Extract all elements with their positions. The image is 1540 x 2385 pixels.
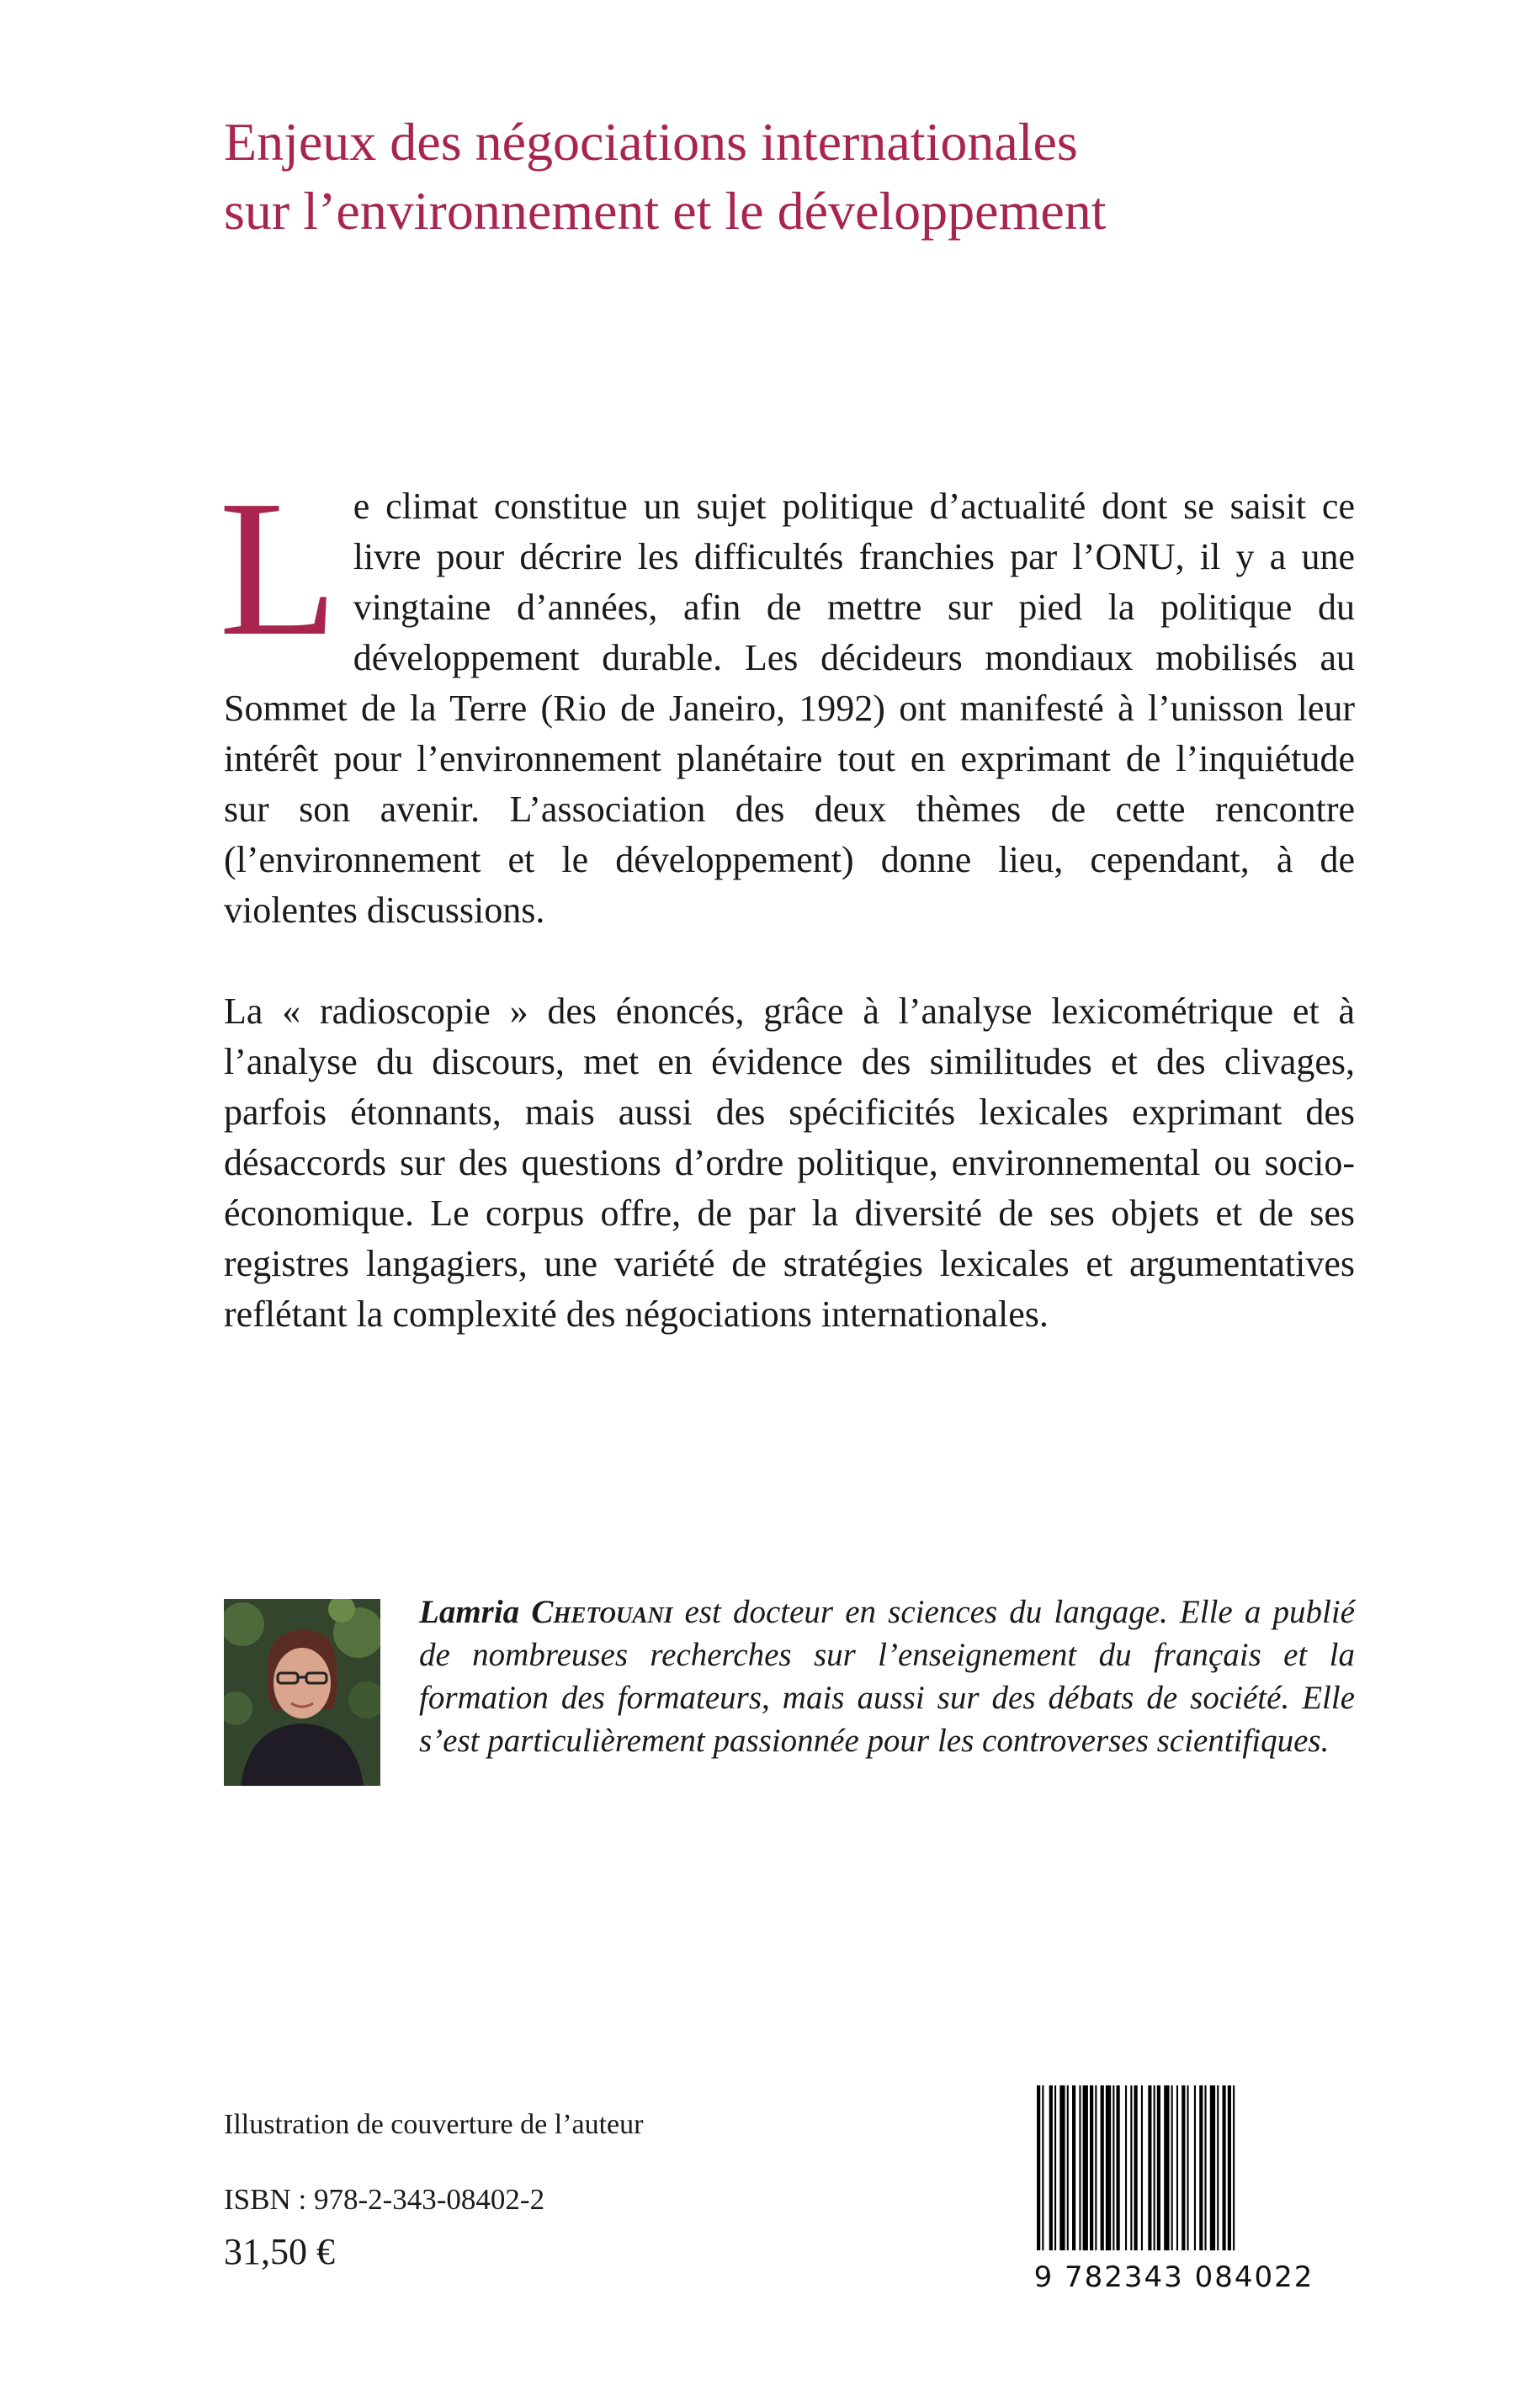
barcode-bar [1083, 2085, 1088, 2250]
barcode-bar [1210, 2085, 1215, 2250]
barcode-bar [1125, 2085, 1127, 2250]
summary-paragraph-1 [219, 460, 1355, 936]
cover-credit: Illustration de couverture de l’auteur [224, 2109, 644, 2140]
title-line-2: sur l’environnement et le développement [224, 181, 1107, 241]
barcode-bar [1217, 2085, 1219, 2250]
author-bio-body: est docteur en sciences du langage. Elle a publié de nombreuses recherches sur l’enseignement du français et la formation des formateurs, mais aussi sur des débats de société. Elle s’est particulièrement passionnée pour les controverses scientifiques. [419, 1594, 1355, 1759]
barcode-bar [1106, 2085, 1111, 2250]
barcode-bar [1072, 2085, 1075, 2250]
barcode-bar [1054, 2085, 1056, 2250]
barcode-bar [1117, 2085, 1120, 2250]
barcode-digits: 9 782343 084022 [1033, 2260, 1314, 2294]
barcode-bar [1223, 2085, 1226, 2250]
book-title [224, 108, 1402, 246]
barcode-bar [1154, 2085, 1155, 2250]
barcode-bar [1067, 2085, 1069, 2250]
barcode-bar [1187, 2085, 1189, 2250]
barcode-bar [1182, 2085, 1185, 2250]
barcode-bar [1164, 2085, 1169, 2250]
barcode-bar [1233, 2085, 1235, 2250]
barcode-bar [1090, 2085, 1093, 2250]
barcode-bar [1157, 2085, 1160, 2250]
barcode-image [1028, 2085, 1320, 2267]
barcode-bar [1199, 2085, 1203, 2250]
barcode-bar [1042, 2085, 1043, 2250]
barcode-bar [1134, 2085, 1138, 2250]
summary-text [219, 460, 1355, 1390]
barcode-bar [1095, 2085, 1097, 2250]
barcode-bar [1141, 2085, 1143, 2250]
title-line-1: Enjeux des négociations internationales [224, 112, 1078, 172]
isbn-label: ISBN : 978-2-343-08402-2 [224, 2183, 545, 2216]
author-last-name: Chetouani [531, 1594, 673, 1630]
author-first-name: Lamria [419, 1594, 520, 1630]
barcode-bar [1130, 2085, 1132, 2250]
barcode-bar [1101, 2085, 1104, 2250]
barcode-bar [1113, 2085, 1114, 2250]
summary-paragraph-2: La « radioscopie » des énoncés, grâce à l’analyse lexicométrique et à l’analyse du discours, met en évidence des similitudes et des clivages, parfois étonnants, mais aussi des spécificités lexicales exprimant des désaccords sur des questions d’ordre politique, environnemental ou socio-économique. Le corpus offre, de par la diversité de ses objets et de ses registres langagiers, une variété de stratégies lexicales et argumentatives reflétant la complexité des négociations internationales. [224, 991, 1355, 1335]
barcode-bar [1037, 2085, 1040, 2250]
barcode-bar [1228, 2085, 1231, 2250]
barcode-bar [1194, 2085, 1196, 2250]
barcode-bar [1148, 2085, 1151, 2250]
author-bio-text [419, 1591, 1355, 1762]
barcode-bar [1049, 2085, 1053, 2250]
barcode-bar [1059, 2085, 1065, 2250]
barcode-bar [1176, 2085, 1178, 2250]
paragraph-1-text: e climat constitue un sujet politique d’actualité dont se saisit ce livre pour décrire les difficultés franchies par l’ONU, il y a une vingtaine d’années, afin de mettre sur pied la politique du développement durable. Les décideurs mondiaux mobilisés au Sommet de la Terre (Rio de Janeiro, 1992) ont manifesté à l’unisson leur intérêt pour l’environnement planétaire tout en exprimant de l’inquiétude sur son avenir. L’association des deux thèmes de cette rencontre (l’environnement et le développement) donne lieu, cependant, à de violentes discussions. [224, 486, 1355, 931]
author-photo [224, 1599, 380, 1786]
barcode-bar [1079, 2085, 1081, 2250]
author-portrait-image [224, 1599, 380, 1786]
barcode-bar [1205, 2085, 1207, 2250]
drop-cap: L [219, 460, 338, 677]
price-label: 31,50 € [224, 2231, 335, 2272]
barcode-bar [1171, 2085, 1173, 2250]
